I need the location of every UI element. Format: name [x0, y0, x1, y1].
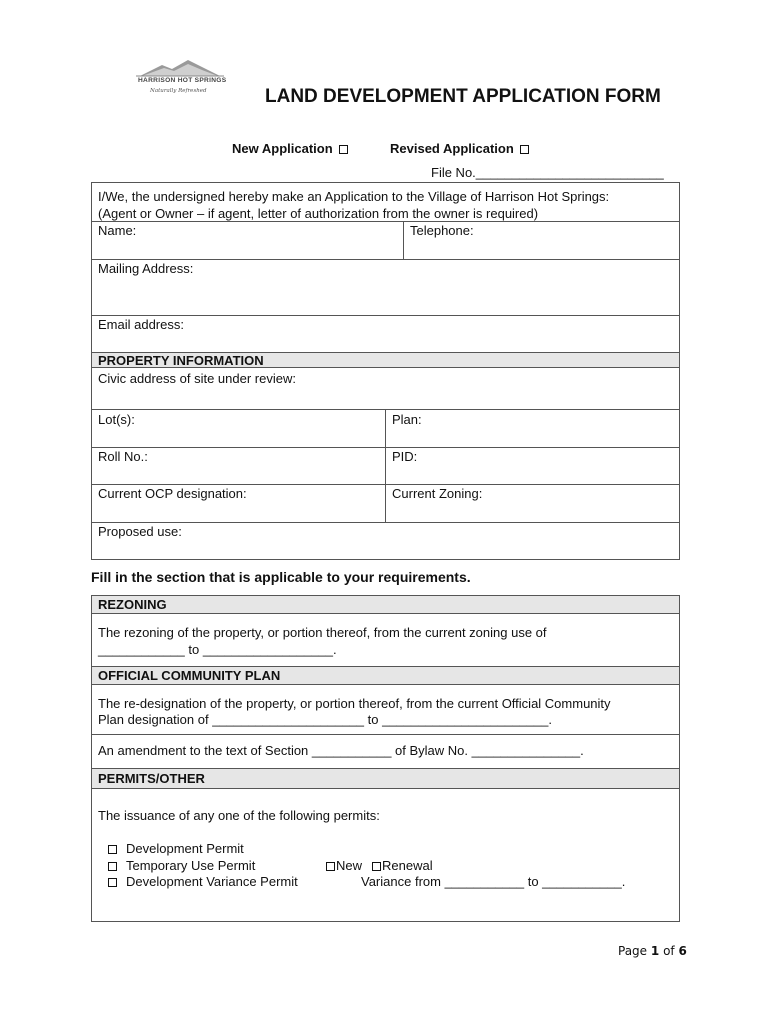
- permits-intro: The issuance of any one of the following permits:: [98, 808, 380, 823]
- ocp-text-line1: The re-designation of the property, or portion thereof, from the current Official Community: [98, 696, 611, 711]
- temporary-use-permit-option[interactable]: [108, 858, 255, 874]
- tup-new-checkbox[interactable]: [326, 862, 335, 871]
- email-address-label: Email address:: [98, 317, 184, 332]
- revised-application-label: Revised Application: [390, 141, 514, 156]
- divider: [92, 447, 679, 448]
- permits-heading-band: [92, 769, 679, 789]
- divider: [92, 734, 679, 735]
- tup-new-label: New: [336, 858, 363, 873]
- ocp-designation-label: Current OCP designation:: [98, 486, 247, 501]
- current-page-number: 1: [650, 944, 660, 958]
- development-permit-label: Development Permit: [126, 841, 244, 856]
- pid-label: PID:: [392, 449, 418, 464]
- divider: [92, 221, 679, 222]
- divider: [92, 484, 679, 485]
- property-heading: PROPERTY INFORMATION: [98, 353, 264, 368]
- divider: [403, 221, 404, 259]
- ocp-text-line2[interactable]: Plan designation of _____________________ to _______________________.: [98, 712, 552, 727]
- tup-renewal-label: Renewal: [382, 858, 433, 873]
- divider: [92, 315, 679, 316]
- mailing-address-label: Mailing Address:: [98, 261, 194, 276]
- logo-tagline: Naturally Refreshed: [150, 88, 207, 94]
- applicant-intro: I/We, the undersigned hereby make an Application to the Village of Harrison Hot Springs:: [98, 189, 610, 204]
- requirements-table: [91, 595, 680, 922]
- applicant-property-table: [91, 182, 680, 560]
- tup-renewal-option[interactable]: [372, 858, 433, 874]
- temporary-use-permit-label: Temporary Use Permit: [126, 858, 256, 873]
- applicant-note: (Agent or Owner – if agent, letter of authorization from the owner is required): [98, 206, 539, 221]
- plan-label: Plan:: [392, 412, 422, 427]
- variance-text[interactable]: Variance from ___________ to ___________.: [361, 874, 626, 889]
- bylaw-amendment-text[interactable]: An amendment to the text of Section ___________ of Bylaw No. _______________.: [98, 743, 584, 758]
- current-zoning-label: Current Zoning:: [392, 486, 483, 501]
- divider: [92, 522, 679, 523]
- telephone-label: Telephone:: [410, 223, 474, 238]
- village-logo: [132, 56, 228, 102]
- property-heading-band: [92, 353, 679, 368]
- divider: [385, 409, 386, 522]
- rezoning-text-line2[interactable]: ____________ to __________________.: [98, 642, 337, 657]
- page-word: Page: [618, 944, 648, 958]
- permits-heading: PERMITS/OTHER: [98, 771, 205, 786]
- temporary-use-permit-checkbox[interactable]: [108, 862, 117, 871]
- total-pages: 6: [678, 944, 687, 958]
- lots-label: Lot(s):: [98, 412, 135, 427]
- mountain-logo-icon: [132, 56, 228, 78]
- development-permit-option[interactable]: [108, 841, 244, 857]
- logo-name: HARRISON HOT SPRINGS: [138, 77, 227, 84]
- tup-new-option[interactable]: [326, 858, 362, 874]
- civic-address-label: Civic address of site under review:: [98, 371, 296, 386]
- rezoning-text-line1: The rezoning of the property, or portion thereof, from the current zoning use of: [98, 625, 547, 640]
- roll-number-label: Roll No.:: [98, 449, 148, 464]
- new-application-checkbox[interactable]: [339, 145, 348, 154]
- instruction-text: Fill in the section that is applicable to your requirements.: [91, 569, 471, 585]
- page-title: LAND DEVELOPMENT APPLICATION FORM: [265, 86, 661, 107]
- page-number: [618, 944, 687, 958]
- name-label: Name:: [98, 223, 137, 238]
- rezoning-heading: REZONING: [98, 597, 167, 612]
- development-permit-checkbox[interactable]: [108, 845, 117, 854]
- development-variance-permit-option[interactable]: [108, 874, 298, 890]
- ocp-heading: OFFICIAL COMMUNITY PLAN: [98, 668, 281, 683]
- development-variance-permit-checkbox[interactable]: [108, 878, 117, 887]
- revised-application-checkbox[interactable]: [520, 145, 529, 154]
- new-application-label: New Application: [232, 141, 333, 156]
- tup-renewal-checkbox[interactable]: [372, 862, 381, 871]
- new-application-option[interactable]: [232, 141, 348, 156]
- of-word: of: [663, 944, 675, 958]
- development-variance-permit-label: Development Variance Permit: [126, 874, 298, 889]
- ocp-heading-band: [92, 667, 679, 685]
- divider: [92, 259, 679, 260]
- proposed-use-label: Proposed use:: [98, 524, 182, 539]
- file-number-field[interactable]: File No.__________________________: [431, 165, 664, 180]
- revised-application-option[interactable]: [390, 141, 529, 156]
- rezoning-heading-band: [92, 596, 679, 614]
